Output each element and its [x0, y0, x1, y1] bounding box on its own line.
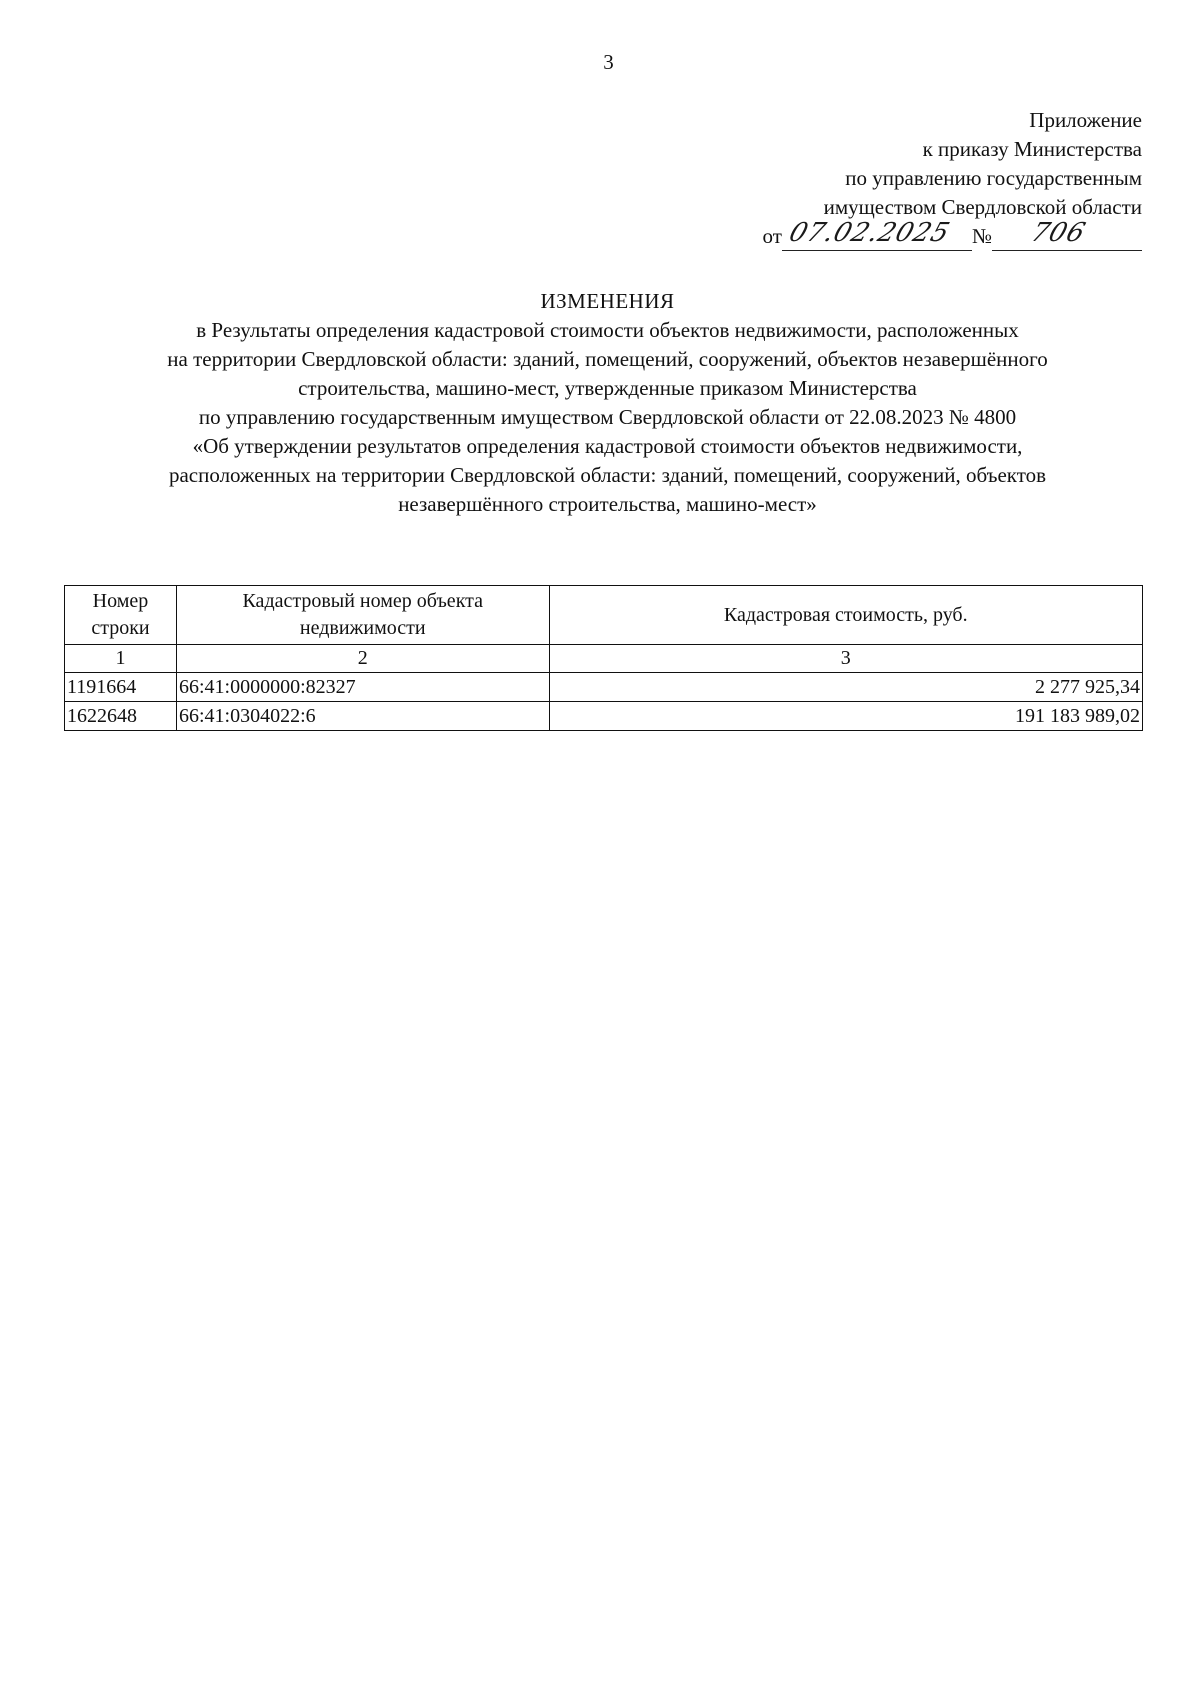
header-cadastral-value: Кадастровая стоимость, руб. — [549, 586, 1142, 645]
document-title-block — [60, 287, 1155, 519]
appendix-line: Приложение — [1029, 108, 1142, 132]
title-line: незавершённого строительства, машино-мест» — [398, 492, 817, 516]
date-prefix: от — [762, 224, 782, 248]
header-cadastral-number: Кадастровый номер объекта недвижимости — [176, 586, 549, 645]
column-number: 1 — [65, 645, 177, 673]
document-heading: ИЗМЕНЕНИЯ — [540, 289, 675, 313]
title-line: по управлению государственным имуществом Свердловской области от 22.08.2023 № 4800 — [198, 405, 1017, 429]
appendix-line: к приказу Министерства — [922, 137, 1142, 161]
column-number-row — [65, 645, 1143, 673]
title-line: в Результаты определения кадастровой стоимости объектов недвижимости, расположенных — [196, 318, 1019, 342]
cadastral-number-cell: 66:41:0304022:6 — [176, 702, 549, 731]
row-number-cell: 1191664 — [65, 673, 177, 702]
column-number: 2 — [176, 645, 549, 673]
title-line: «Об утверждении результатов определения кадастровой стоимости объектов недвижимости, — [192, 434, 1023, 458]
handwritten-date: 07.02.2025 — [785, 218, 954, 248]
order-number-field — [992, 218, 1142, 251]
table-row — [65, 702, 1143, 731]
order-date-field — [782, 218, 972, 251]
title-line: на территории Свердловской области: зданий, помещений, сооружений, объектов незавершённого — [167, 347, 1048, 371]
page-number: 3 — [603, 50, 614, 74]
appendix-block — [763, 106, 1142, 251]
title-line: расположенных на территории Свердловской области: зданий, помещений, сооружений, объектов — [168, 463, 1047, 487]
table-row — [65, 673, 1143, 702]
cadastral-value-cell: 191 183 989,02 — [549, 702, 1142, 731]
title-line: строительства, машино-мест, утвержденные приказом Министерства — [298, 376, 917, 400]
table-header-row — [65, 586, 1143, 645]
order-date-line — [762, 218, 1142, 251]
header-row-number: Номер строки — [65, 586, 177, 645]
column-number: 3 — [549, 645, 1142, 673]
cadastral-value-table — [64, 585, 1143, 731]
appendix-line: по управлению государственным — [845, 166, 1142, 190]
appendix-line: имуществом Свердловской области — [823, 195, 1142, 219]
cadastral-value-cell: 2 277 925,34 — [549, 673, 1142, 702]
number-prefix: № — [971, 224, 992, 248]
cadastral-number-cell: 66:41:0000000:82327 — [176, 673, 549, 702]
row-number-cell: 1622648 — [65, 702, 177, 731]
handwritten-number: 706 — [1027, 218, 1090, 248]
